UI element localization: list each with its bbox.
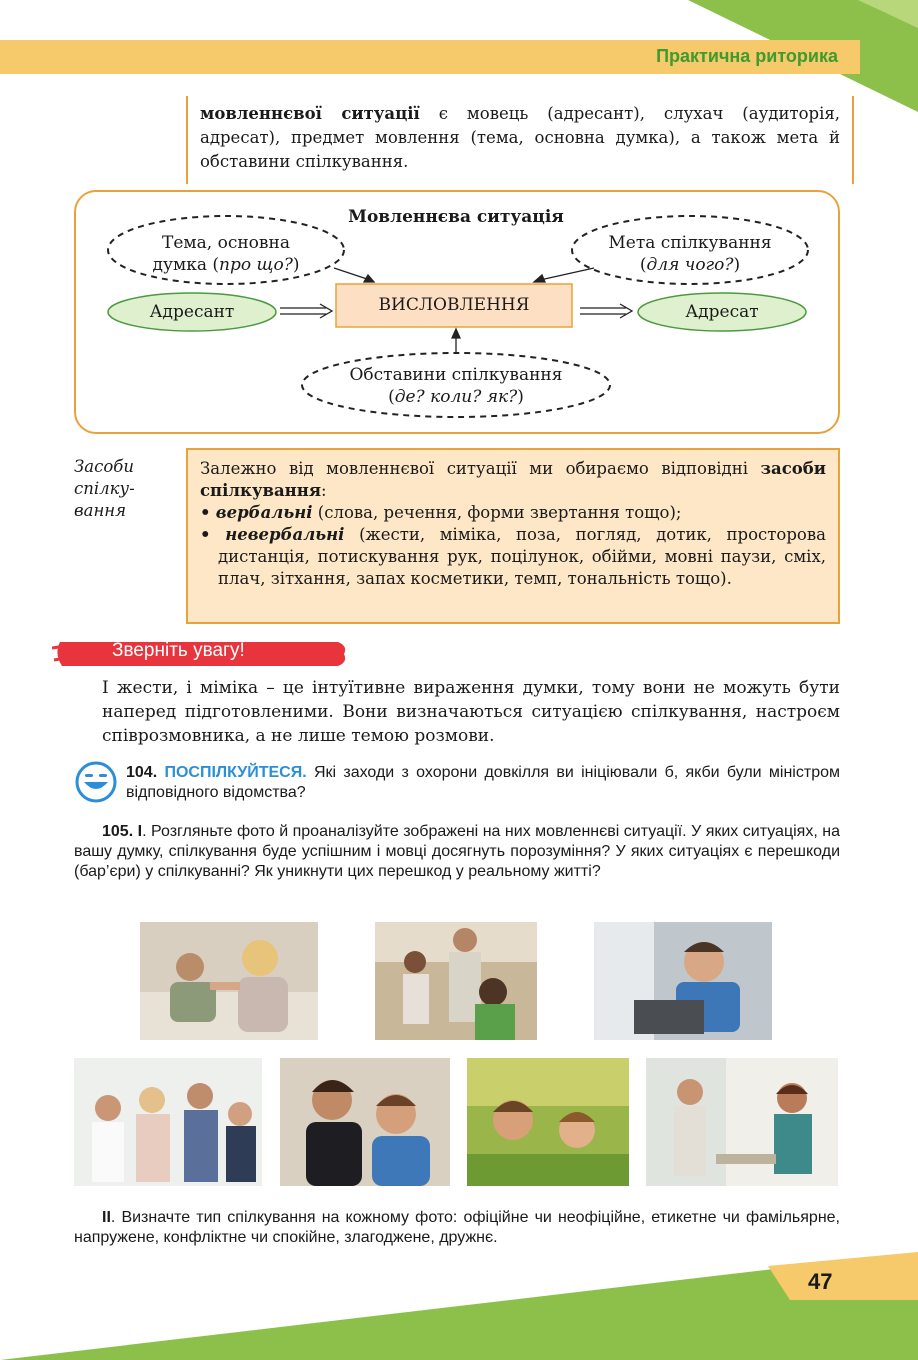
- circ-line-2a: (: [388, 387, 395, 407]
- verbal-text: (слова, речення, форми звертання тощо);: [312, 503, 682, 522]
- circ-line-2-italic: де? коли? як?: [394, 387, 518, 407]
- intro-text: є мовець (адресант), слухач (аудиторія, адресат), предмет мовлення (тема, основна думка), а також мета й обставини спілкування.: [200, 104, 840, 171]
- circ-line-1: Обставини спілкування: [349, 365, 563, 385]
- task-104-text: Які заходи з охорони довкілля ви ініціювали б, якби були міністром відповідного відомства?: [126, 764, 840, 801]
- task-105: [74, 822, 840, 882]
- means-intro-end: :: [321, 481, 327, 500]
- goal-label: [580, 232, 800, 276]
- intro-paragraph: [186, 96, 854, 184]
- task-105-part: І: [137, 823, 143, 840]
- arrow-utterance-to-receiver: [580, 304, 632, 318]
- arrow-topic: [334, 268, 374, 282]
- margin-note-line-1: Засоби: [74, 457, 134, 476]
- task-105-number: 105.: [102, 823, 134, 840]
- bullet-verbal: •: [200, 503, 211, 522]
- smiley-chat-icon: [74, 760, 118, 804]
- margin-note-line-3: вання: [74, 501, 127, 520]
- photo-1: [140, 922, 318, 1040]
- page-number: 47: [808, 1269, 833, 1294]
- nonverbal-item: [200, 524, 826, 590]
- task-104-number: 104.: [126, 764, 158, 781]
- circ-line-2b: ): [517, 387, 524, 407]
- arrow-sender-to-utterance: [280, 304, 332, 318]
- means-intro-bold: засоби спілкування: [200, 459, 826, 500]
- utterance-label: ВИСЛОВЛЕННЯ: [378, 295, 530, 315]
- margin-note-line-2: спілку-: [74, 479, 135, 498]
- verbal-item: [200, 502, 826, 524]
- goal-line-2b: ): [733, 255, 741, 275]
- photo-2: [375, 922, 537, 1040]
- task-104-heading: ПОСПІЛКУЙТЕСЯ.: [164, 764, 307, 781]
- receiver-label: Адресат: [685, 302, 759, 322]
- photo-5: [280, 1058, 450, 1186]
- circumstances-label: [306, 364, 606, 408]
- intro-bold-term: мовленнєвої ситуації: [200, 104, 420, 123]
- speech-situation-diagram: [74, 190, 840, 434]
- verbal-term: вербальні: [215, 503, 313, 522]
- attention-text: І жести, і міміка – це інтуїтивне вираження думки, тому вони не можуть бути наперед підготовленими. Вони визначаються ситуацією спілкування, настроєм співрозмовника, а не лише темою розмови.: [102, 678, 840, 746]
- attention-label: Зверніть увагу!: [112, 640, 245, 661]
- photo-7: [646, 1058, 838, 1186]
- goal-line-2a: (: [639, 255, 647, 275]
- task-105-text: . Розгляньте фото й проаналізуйте зображені на них мовленнєві ситуації. У яких ситуаціях, на вашу думку, спілкування буде успішним і мовці досягнуть порозуміння? У яких ситуаціях є перешкоди (бар’єри) у спілкуванні? Як уникнути цих перешкод у реальному житті?: [74, 823, 840, 880]
- topic-label: [116, 232, 336, 276]
- running-header-title: Практична риторика: [656, 46, 838, 66]
- task-105-part-2: [74, 1208, 840, 1248]
- means-of-communication-box: [186, 448, 840, 624]
- topic-line-2b: ): [292, 255, 300, 275]
- bullet-nonverbal: •: [200, 525, 211, 544]
- topic-line-2a: думка (: [152, 255, 219, 275]
- goal-line-1: Мета спілкування: [608, 233, 772, 253]
- footer-decoration: [0, 1252, 918, 1360]
- task-105-part-2-number: II: [102, 1209, 111, 1226]
- diagram-title: Мовленнєва ситуація: [348, 207, 564, 227]
- sender-label: Адресант: [149, 302, 235, 322]
- photo-4: [74, 1058, 262, 1186]
- photo-6: [467, 1058, 629, 1186]
- margin-note: [74, 456, 174, 522]
- nonverbal-text: (жести, міміка, поза, погляд, дотик, просторова дистанція, потискування рук, поцілунок, обійми, мовні паузи, сміх, плач, зітхання, запах косметики, темп, тональність тощо).: [218, 525, 826, 588]
- task-105-part-2-text: . Визначте тип спілкування на кожному фото: офіційне чи неофіційне, етикетне чи фамільярне, напружене, конфліктне чи спокійне, злагоджене, дружнє.: [74, 1209, 840, 1246]
- photo-3: [594, 922, 772, 1040]
- goal-line-2-italic: для чого?: [646, 255, 734, 275]
- means-intro: [200, 458, 826, 502]
- arrow-circumstances: [452, 329, 460, 352]
- means-intro-text: Залежно від мовленнєвої ситуації ми обираємо відповідні: [200, 459, 761, 478]
- topic-line-2-italic: про що?: [219, 255, 293, 275]
- topic-line-1: Тема, основна: [162, 233, 290, 253]
- nonverbal-term: невербальні: [225, 525, 345, 544]
- task-104: [126, 763, 840, 803]
